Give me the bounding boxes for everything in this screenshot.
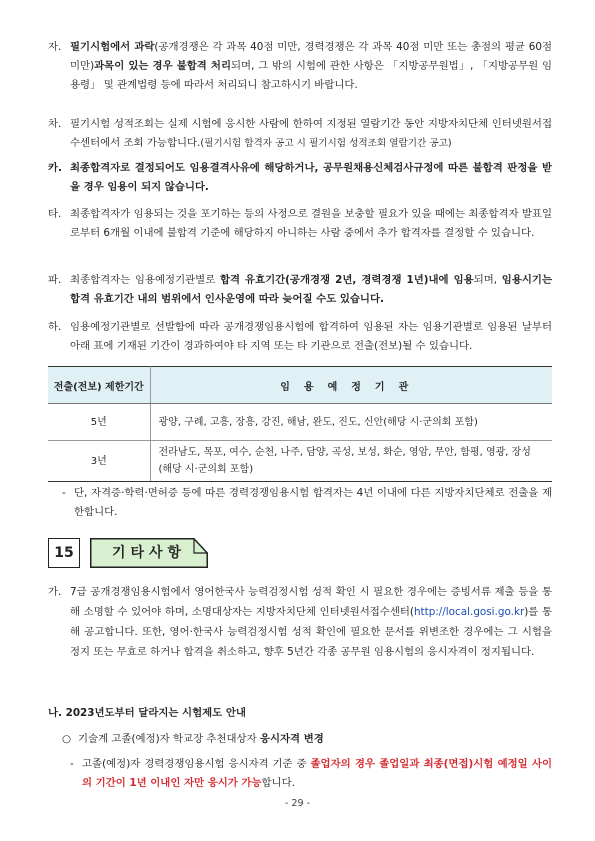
item-body: 최종합격자가 임용되는 것을 포기하는 등의 사정으로 결원을 보충할 필요가 있을 때에는 최종합격자 발표일로부터 6개월 이내에 불합격 기준에 해당하지 아니하는 사람 중에서 추가 합격자를 결정할 수 있습니다. [70,208,552,239]
item-body [48,271,552,309]
item-pa [48,271,552,309]
table-row [48,404,552,441]
table-header-period: 전출(전보) 제한기간 [48,367,150,404]
highlight-text: 졸업자의 경우 졸업일과 최종(면접)시험 예정일 사이의 기간이 1년 이내인 자만 응시가 가능 [82,758,552,789]
bold-text: 응시자격 변경 [259,733,324,745]
body-text: 기술계 고졸(예정)자 학교장 추천대상자 [78,733,260,745]
item-marker: 하. [48,321,62,333]
body-text: (필기시험 합격자 공고 시 필기시험 성적조회 열람기간 공고) [200,138,452,149]
page-number: - 29 - [284,798,311,809]
table-header-agencies: 임용예정기관 [150,367,552,404]
table-header-row [48,367,552,404]
body-text: 되며, 그 밖의 시험에 관한 사항은 「지방공무원법」, 「지방공무원 임용령」 및 관계법령 등에 따라서 처리되니 참고하시기 바랍니다. [70,60,552,91]
item-body [70,755,552,793]
body-text: 고졸(예정)자 경력경쟁임용시험 응시자격 기준 중 [82,758,311,770]
section-title: 기타사항 [111,545,187,561]
section-number: 15 [48,538,80,568]
body-text: 되며, [473,274,502,286]
table-note [62,484,552,522]
body-text: 합니다. [261,777,295,789]
body-text: )를 통해 공고합니다. 또한, 영어·한국사 능력검정시험 성적 확인에 필요한 문서를 위변조한 경우에는 그 시험을 정지 또는 무효로 하거나 합격을 취소하고, 향후 5년간 각종 공무원 임용시험의 응시자격이 정지됩니다. [70,606,552,658]
section-title-tag [90,538,208,568]
item-marker: - [62,487,66,499]
bold-text: 임용시기는 합격 유효기간 내의 범위에서 인사운영에 따라 늦어질 수도 있습니다. [70,274,552,305]
item-body: 최종합격자로 결정되어도 임용결격사유에 해당하거나, 공무원채용신체검사규정에 따른 불합격 판정을 받을 경우 임용이 되지 않습니다. [70,162,552,193]
body-text: 최종합격자는 임용예정기관별로 [70,274,220,286]
item-marker: 타. [48,208,62,220]
item-marker: 카. [48,162,62,174]
body-text: 필기시험 성적조회는 실제 시험에 응시한 사람에 한하여 지정된 열람기간 동안 지방자치단체 인터넷원서접수센터에서 조회 가능합니다. [70,118,552,149]
table-cell-agencies: 전라남도, 목포, 여수, 순천, 나주, 담양, 곡성, 보성, 화순, 영암, 무안, 함평, 영광, 장성(해당 시·군의회 포함) [150,441,552,482]
dash-item [70,755,552,793]
body-text: 7급 공개경쟁임용시험에서 영어한국사 능력검정시험 성적 확인 시 필요한 경우에는 증빙서류 제출 등을 통해 소명할 수 있어야 하며, 소명대상자는 지방자치단체 인터넷원서접수센터( [70,586,552,618]
bold-text: 필기시험에서 과락 [70,41,155,53]
item-body [48,115,552,153]
item-body [62,730,552,749]
website-link[interactable]: http://local.gosi.go.kr [413,606,525,618]
bold-text: 과목이 있는 경우 불합격 처리 [94,60,232,72]
item-marker: 가. [48,586,62,598]
item-ga [48,582,552,662]
item-body: 임용예정기관별로 선발함에 따라 공개경쟁임용시험에 합격하여 임용된 자는 임용기관별로 임용된 날부터 아래 표에 기재된 기간이 경과하여야 타 지역 또는 타 기관으로 전출(전보)될 수 있습니다. [70,321,552,352]
circle-bullet: ○ [62,733,72,745]
item-marker: 파. [48,274,62,286]
circle-item [62,730,552,749]
item-marker: 자. [48,41,62,53]
table-cell-period: 5년 [48,404,150,441]
item-ta [48,205,552,243]
table-cell-period: 3년 [48,441,150,482]
item-marker: 차. [48,118,62,130]
item-body [48,38,552,95]
item-cha [48,115,552,153]
body-text: (공개경쟁은 각 과목 40점 미만, 경력경쟁은 각 과목 40점 미만 또는 총점의 평균 60점 미만) [70,41,552,72]
item-body [48,582,552,662]
bold-text: 합격 유효기간(공개경쟁 2년, 경력경쟁 1년)내에 임용 [219,274,474,286]
subsection-heading: 나. 2023년도부터 달라지는 시험제도 안내 [48,707,246,719]
table-cell-agencies: 광양, 구례, 고흥, 장흥, 강진, 해남, 완도, 진도, 신안(해당 시·군의회 포함) [150,404,552,441]
transfer-limit-table [48,366,552,482]
item-body: 단, 자격증·학력·면허증 등에 따른 경력경쟁임용시험 합격자는 4년 이내에 다른 지방자치단체로 전출을 제한합니다. [74,487,552,518]
table-row [48,441,552,482]
dash-bullet: - [70,758,74,770]
item-ha [48,318,552,356]
item-ka [48,159,552,197]
item-ja [48,38,552,95]
